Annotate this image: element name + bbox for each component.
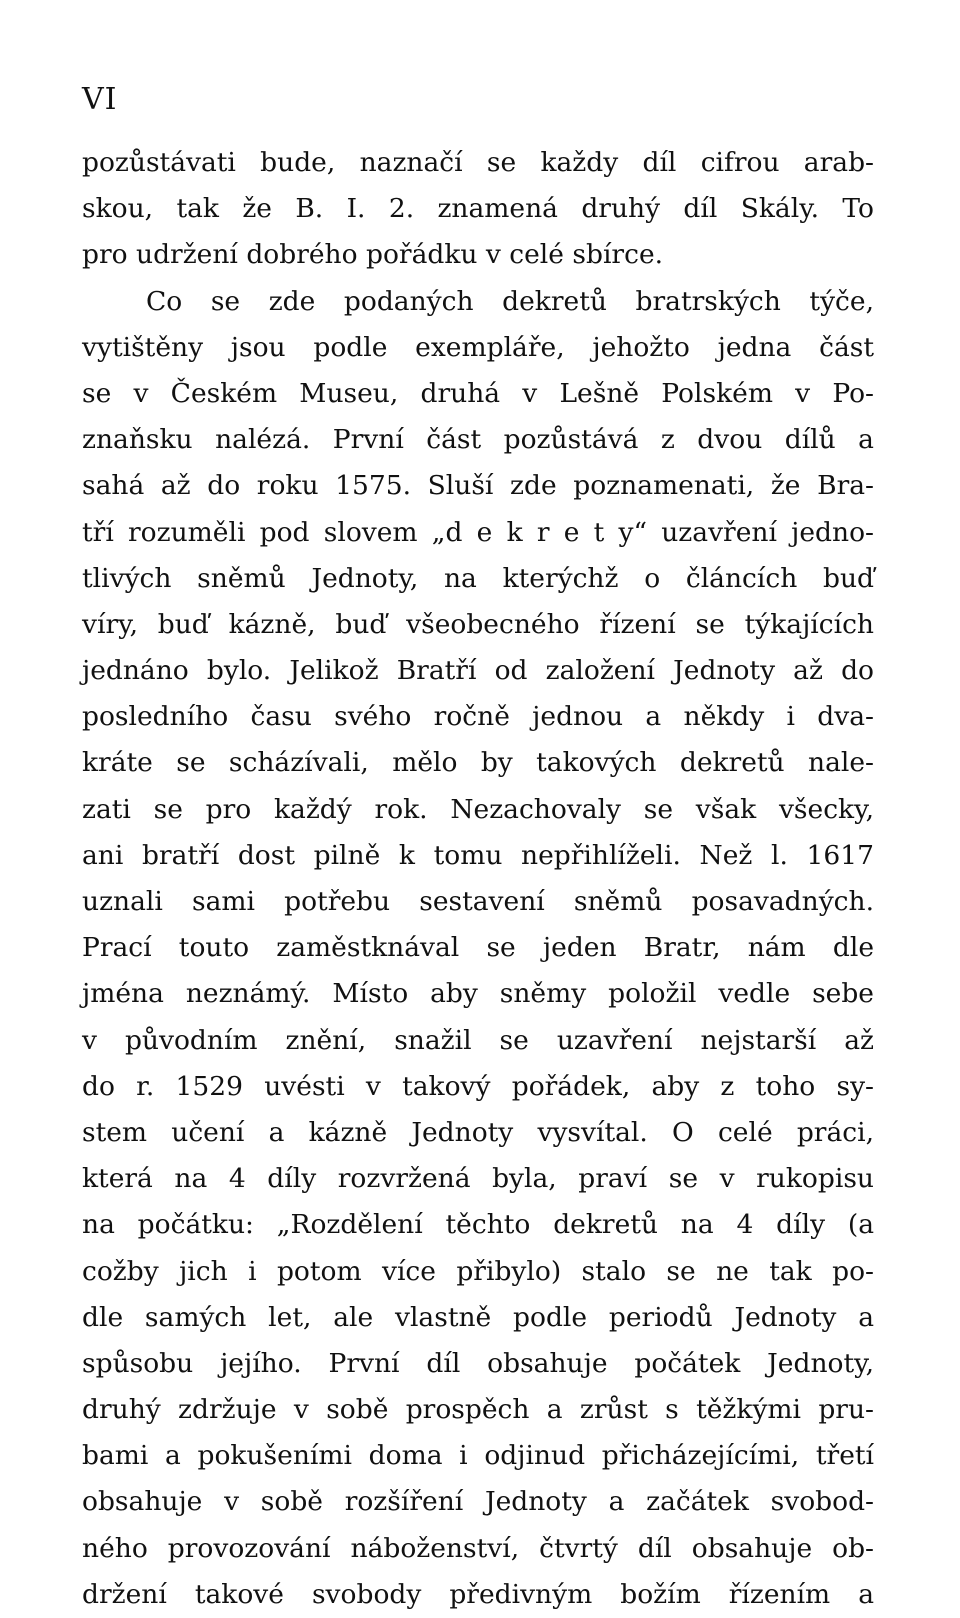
- text-line: ani bratří dost pilně k tomu nepřihlíželi. Než l. 1617: [82, 839, 874, 871]
- text-line: obsahuje v sobě rozšíření Jednoty a začátek svobod-: [82, 1486, 874, 1518]
- text-line: vytištěny jsou podle exempláře, jehožto jedna část: [82, 331, 874, 363]
- text-line: spůsobu jejího. První díl obsahuje počátek Jednoty,: [82, 1347, 874, 1379]
- text-line: Prací touto zaměstknával se jeden Bratr, nám dle: [82, 932, 874, 964]
- text-line: sahá až do roku 1575. Sluší zde poznamenati, že Bra-: [82, 470, 874, 502]
- text-line: druhý zdržuje v sobě prospěch a zrůst s těžkými pru-: [82, 1394, 874, 1426]
- text-line: držení takové svobody předivným božím řízením a: [82, 1578, 874, 1610]
- text-line: skou, tak že B. I. 2. znamená druhý díl Skály. To: [82, 193, 874, 225]
- text-line: pro udržení dobrého pořádku v celé sbírce.: [82, 239, 664, 271]
- text-line: kráte se scházívali, mělo by takových dekretů nale-: [82, 747, 874, 779]
- text-line: víry, buď kázně, buď všeobecného řízení se týkajících: [82, 608, 874, 640]
- text-line: bami a pokušeními doma i odjinud přicházejícími, třetí: [82, 1440, 874, 1472]
- body-text: [82, 140, 874, 1618]
- text-line: se v Českém Museu, druhá v Lešně Polském v Po-: [82, 377, 874, 409]
- text-line: tlivých sněmů Jednoty, na kterýchž o článcích buď: [82, 562, 874, 594]
- text-line: dle samých let, ale vlastně podle periodů Jednoty a: [82, 1301, 874, 1333]
- text-line: na počátku: „Rozdělení těchto dekretů na 4 díly (a: [82, 1209, 874, 1241]
- text-line: jednáno bylo. Jelikož Bratří od založení Jednoty až do: [82, 655, 874, 687]
- text-line: ného provozování náboženství, čtvrtý díl obsahuje ob-: [82, 1532, 874, 1564]
- text-line: znaňsku nalézá. První část pozůstává z dvou dílů a: [82, 424, 874, 456]
- text-line: cožby jich i potom více přibylo) stalo se ne tak po-: [82, 1255, 874, 1287]
- paragraph-start-line: Co se zde podaných dekretů bratrských týče,: [146, 285, 874, 317]
- text-line: posledního času svého ročně jednou a někdy i dva-: [82, 701, 874, 733]
- text-line: zati se pro každý rok. Nezachovaly se však všecky,: [82, 793, 874, 825]
- text-line: stem učení a kázně Jednoty vysvítal. O celé práci,: [82, 1116, 874, 1148]
- text-line: pozůstávati bude, naznačí se každy díl cifrou arab-: [82, 147, 874, 178]
- text-line: tří rozuměli pod slovem „d e k r e t y“ uzavření jedno-: [82, 516, 874, 548]
- page-number: VI: [82, 82, 118, 117]
- text-line: uznali sami potřebu sestavení sněmů posavadných.: [82, 886, 874, 917]
- text-line: jména neznámý. Místo aby sněmy položil vedle sebe: [82, 978, 874, 1010]
- text-line: v původním znění, snažil se uzavření nejstarší až: [82, 1024, 874, 1056]
- text-line: která na 4 díly rozvržená byla, praví se v rukopisu: [82, 1163, 874, 1195]
- text-line: do r. 1529 uvésti v takový pořádek, aby z toho sy-: [82, 1070, 874, 1102]
